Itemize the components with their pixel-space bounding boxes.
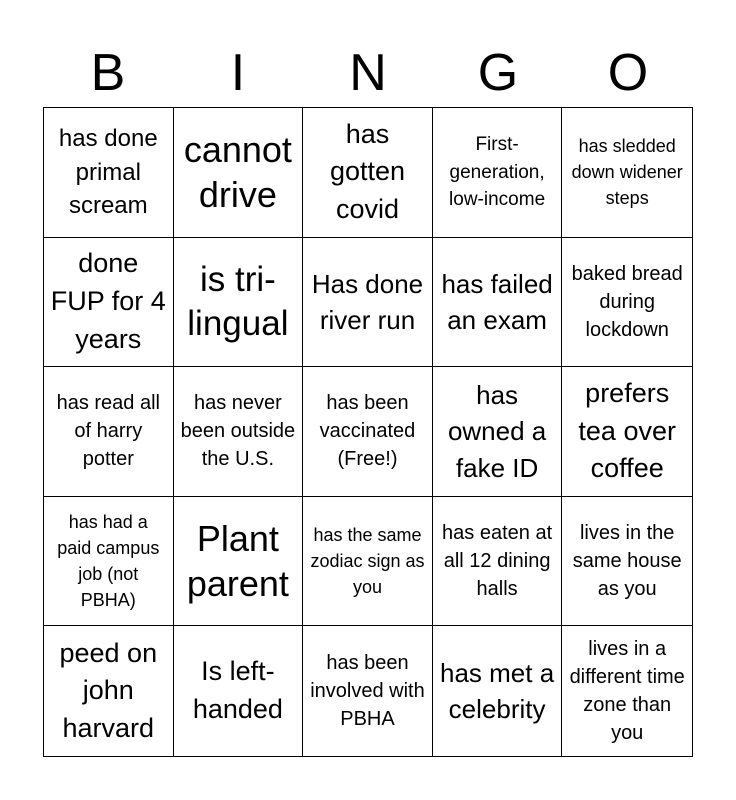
bingo-cell[interactable] bbox=[433, 108, 563, 238]
bingo-cell[interactable] bbox=[44, 626, 174, 756]
cell-text: baked bread during lockdown bbox=[571, 262, 683, 341]
cell-text: has the same zodiac sign as you bbox=[310, 524, 425, 598]
bingo-cell[interactable] bbox=[303, 497, 433, 627]
cell-text: has had a paid campus job (not PBHA) bbox=[57, 511, 160, 611]
bingo-cell[interactable] bbox=[303, 238, 433, 368]
cell-text: cannot drive bbox=[183, 129, 292, 216]
cell-text: has owned a fake ID bbox=[447, 379, 547, 483]
cell-text: Is left-handed bbox=[192, 656, 283, 725]
bingo-cell[interactable] bbox=[433, 626, 563, 756]
bingo-cell[interactable] bbox=[303, 626, 433, 756]
cell-text: has failed an exam bbox=[441, 268, 553, 335]
bingo-cell[interactable] bbox=[433, 367, 563, 497]
cell-text: has been vaccinated (Free!) bbox=[319, 392, 416, 471]
cell-text: has sledded down widener steps bbox=[571, 136, 683, 209]
bingo-cell[interactable] bbox=[562, 626, 692, 756]
bingo-cell[interactable] bbox=[44, 367, 174, 497]
bingo-cell[interactable] bbox=[174, 238, 304, 368]
cell-text: lives in a different time zone than you bbox=[569, 638, 685, 745]
bingo-cell[interactable] bbox=[562, 238, 692, 368]
bingo-cell[interactable] bbox=[44, 497, 174, 627]
cell-text: Plant parent bbox=[186, 518, 289, 605]
bingo-grid bbox=[43, 107, 693, 757]
cell-text: lives in the same house as you bbox=[572, 522, 682, 601]
cell-text: has read all of harry potter bbox=[56, 392, 160, 471]
cell-text: has been involved with PBHA bbox=[310, 652, 425, 731]
header-letter-n: N bbox=[349, 44, 387, 102]
cell-text: is tri-lingual bbox=[187, 260, 289, 343]
bingo-header bbox=[43, 40, 693, 106]
header-letter-o: O bbox=[607, 44, 649, 102]
bingo-cell[interactable] bbox=[174, 497, 304, 627]
header-letter-i: I bbox=[230, 44, 246, 102]
bingo-cell[interactable] bbox=[174, 626, 304, 756]
bingo-cell[interactable] bbox=[562, 497, 692, 627]
bingo-cell[interactable] bbox=[303, 108, 433, 238]
bingo-cell[interactable] bbox=[562, 367, 692, 497]
bingo-cell[interactable] bbox=[174, 367, 304, 497]
cell-text: peed on john harvard bbox=[59, 637, 158, 744]
bingo-cell[interactable] bbox=[303, 367, 433, 497]
cell-text: First-generation, low-income bbox=[449, 133, 546, 211]
bingo-cell[interactable] bbox=[44, 238, 174, 368]
bingo-cell[interactable] bbox=[433, 238, 563, 368]
cell-text: has met a celebrity bbox=[440, 657, 555, 725]
cell-text: Has done river run bbox=[311, 268, 424, 335]
cell-text: has never been outside the U.S. bbox=[180, 392, 296, 471]
bingo-cell[interactable] bbox=[174, 108, 304, 238]
cell-text: has eaten at all 12 dining halls bbox=[442, 522, 553, 601]
bingo-cell[interactable] bbox=[562, 108, 692, 238]
cell-text: has gotten covid bbox=[329, 118, 406, 225]
bingo-cell[interactable] bbox=[44, 108, 174, 238]
bingo-cell[interactable] bbox=[433, 497, 563, 627]
cell-text: prefers tea over coffee bbox=[578, 377, 676, 484]
cell-text: done FUP for 4 years bbox=[50, 248, 166, 354]
header-letter-g: G bbox=[477, 44, 519, 102]
cell-text: has done primal scream bbox=[58, 124, 158, 220]
header-letter-b: B bbox=[90, 44, 126, 102]
